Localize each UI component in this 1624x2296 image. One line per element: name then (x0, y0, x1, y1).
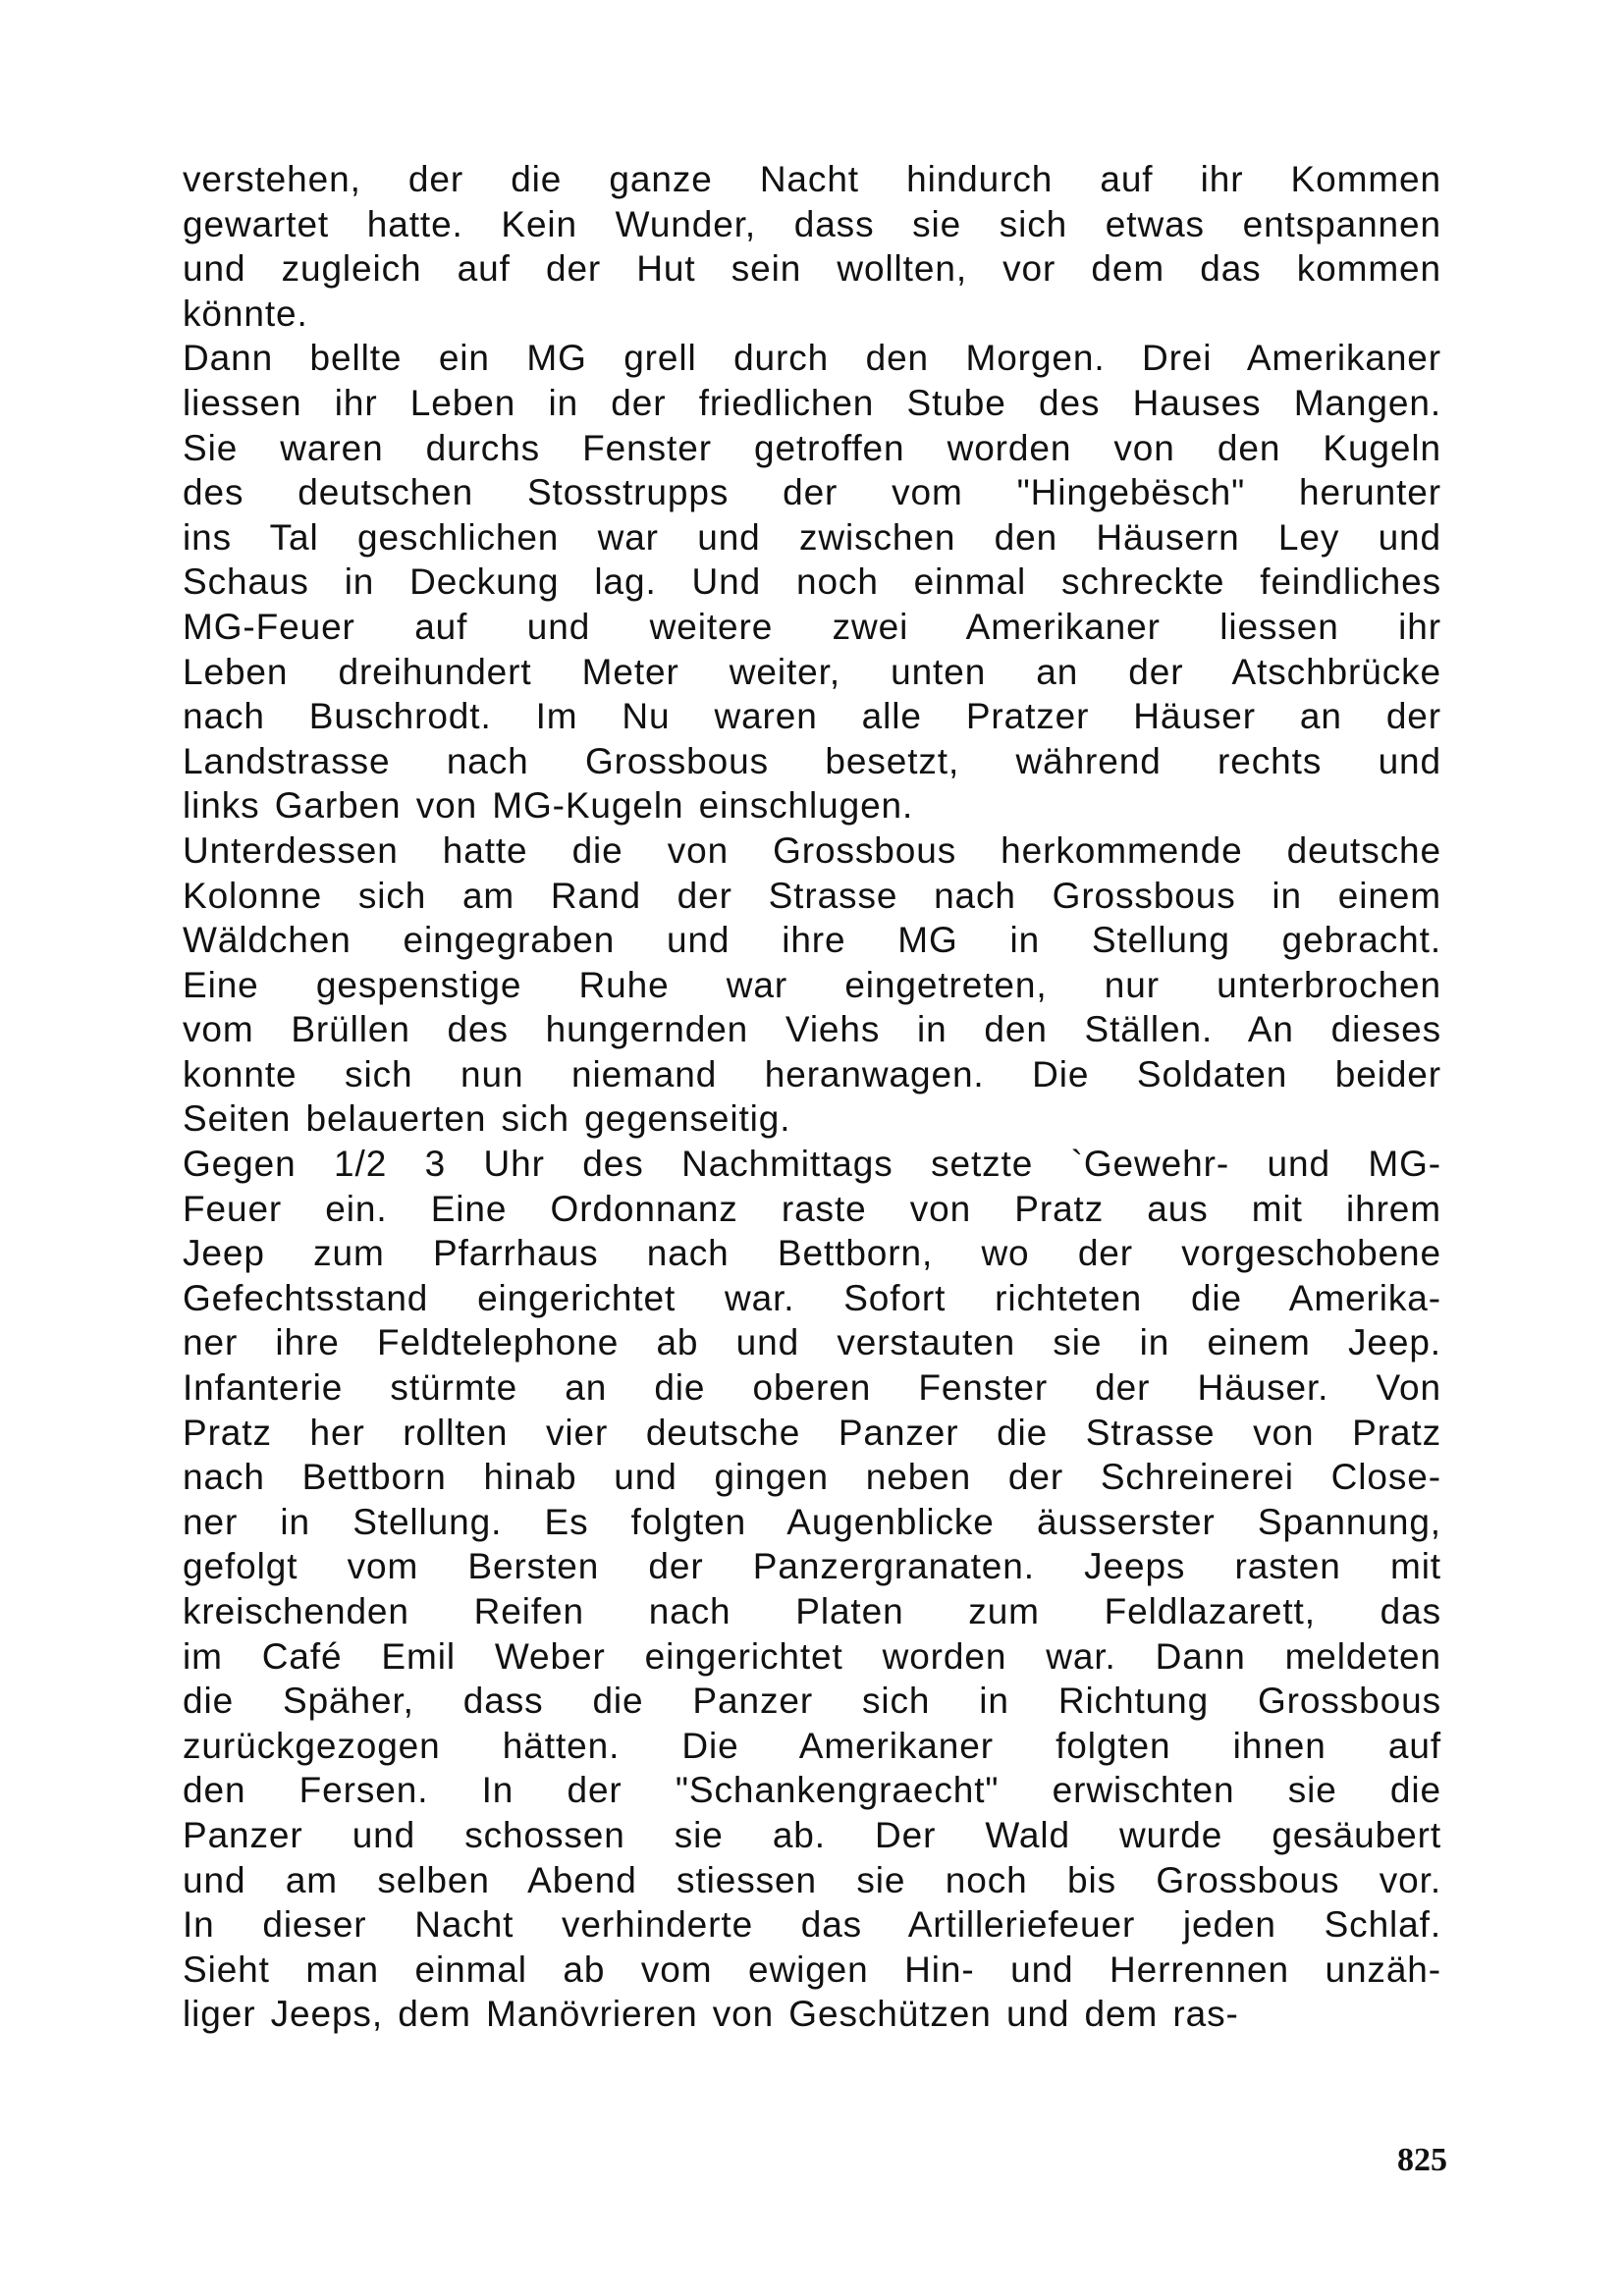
text-line: Kolonne sich am Rand der Strasse nach Grossbous in einem (183, 875, 1441, 916)
text-line: den Fersen. In der "Schankengraecht" erwischten sie die (183, 1770, 1441, 1811)
text-line: und am selben Abend stiessen sie noch bis Grossbous vor. (183, 1859, 1441, 1900)
text-line: Gefechtsstand eingerichtet war. Sofort richteten die Amerika- (183, 1277, 1441, 1318)
text-line: des deutschen Stosstrupps der vom "Hingebësch" herunter (183, 472, 1441, 513)
text-line: Landstrasse nach Grossbous besetzt, während rechts und (183, 740, 1441, 781)
text-line: nach Bettborn hinab und gingen neben der Schreinerei Close- (183, 1457, 1441, 1498)
text-line: kreischenden Reifen nach Platen zum Feldlazarett, das (183, 1591, 1441, 1631)
text-line: Leben dreihundert Meter weiter, unten an der Atschbrücke (183, 651, 1441, 692)
text-line: Schaus in Deckung lag. Und noch einmal schreckte feindliches (183, 561, 1441, 603)
text-line: zurückgezogen hätten. Die Amerikaner folgten ihnen auf (183, 1725, 1441, 1766)
text-line: Gegen 1/2 3 Uhr des Nachmittags setzte `Gewehr- und MG- (183, 1144, 1441, 1185)
text-line: Jeep zum Pfarrhaus nach Bettborn, wo der vorgeschobene (183, 1233, 1441, 1274)
text-line: ner in Stellung. Es folgten Augenblicke äusserster Spannung, (183, 1501, 1441, 1542)
text-line: verstehen, der die ganze Nacht hindurch auf ihr Kommen (183, 159, 1441, 199)
text-line: Sie waren durchs Fenster getroffen worden von den Kugeln (183, 427, 1441, 468)
text-line: Wäldchen eingegraben und ihre MG in Stellung gebracht. (183, 920, 1441, 961)
text-line: vom Brüllen des hungernden Viehs in den Ställen. An dieses (183, 1009, 1441, 1050)
text-line: gefolgt vom Bersten der Panzergranaten. Jeeps rasten mit (183, 1546, 1441, 1587)
text-line: Pratz her rollten vier deutsche Panzer die Strasse von Pratz (183, 1412, 1441, 1453)
text-line: Panzer und schossen sie ab. Der Wald wurde gesäubert (183, 1814, 1441, 1855)
text-line: Infanterie stürmte an die oberen Fenster der Häuser. Von (183, 1367, 1441, 1409)
body-text (183, 157, 1441, 2037)
text-line: In dieser Nacht verhinderte das Artilleriefeuer jeden Schlaf. (183, 1904, 1441, 1946)
text-line: Dann bellte ein MG grell durch den Morgen. Drei Amerikaner (183, 338, 1441, 379)
text-line: konnte sich nun niemand heranwagen. Die Soldaten beider (183, 1053, 1441, 1095)
text-line: Seiten belauerten sich gegenseitig. (183, 1098, 791, 1140)
text-line: und zugleich auf der Hut sein wollten, vor dem das kommen (183, 248, 1441, 290)
text-line: Feuer ein. Eine Ordonnanz raste von Pratz aus mit ihrem (183, 1188, 1441, 1229)
text-line: im Café Emil Weber eingerichtet worden war. Dann meldeten (183, 1635, 1441, 1677)
text-line: ins Tal geschlichen war und zwischen den Häusern Ley und (183, 516, 1441, 558)
text-line: gewartet hatte. Kein Wunder, dass sie sich etwas entspannen (183, 203, 1441, 244)
text-line: könnte. (183, 293, 308, 334)
page-number: 825 (1397, 2142, 1447, 2178)
text-line: MG-Feuer auf und weitere zwei Amerikaner liessen ihr (183, 606, 1441, 647)
text-line: die Späher, dass die Panzer sich in Richtung Grossbous (183, 1681, 1441, 1722)
text-line: ner ihre Feldtelephone ab und verstauten sie in einem Jeep. (183, 1322, 1441, 1363)
text-line: liessen ihr Leben in der friedlichen Stube des Hauses Mangen. (183, 382, 1441, 423)
text-line: liger Jeeps, dem Manövrieren von Geschützen und dem ras- (183, 1994, 1239, 2035)
text-line: Eine gespenstige Ruhe war eingetreten, nur unterbrochen (183, 964, 1441, 1005)
text-line: nach Buschrodt. Im Nu waren alle Pratzer Häuser an der (183, 696, 1441, 737)
text-line: links Garben von MG-Kugeln einschlugen. (183, 785, 914, 827)
text-line: Unterdessen hatte die von Grossbous herkommende deutsche (183, 829, 1441, 871)
text-line: Sieht man einmal ab vom ewigen Hin- und Herrennen unzäh- (183, 1949, 1441, 1990)
